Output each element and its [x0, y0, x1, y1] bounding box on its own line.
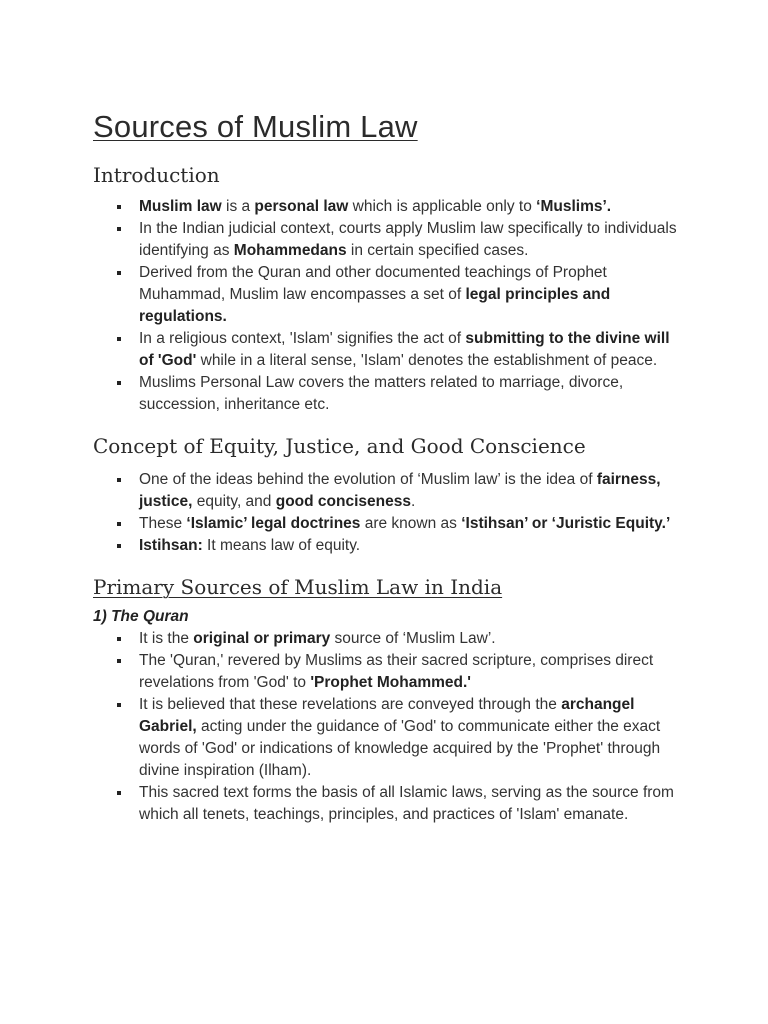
introduction-heading: Introduction: [93, 163, 220, 187]
list-item: It is believed that these revelations are conveyed through the archangel Gabriel, acting under the guidance of 'God' to communicate either the exact words of 'God' or indications of knowledge acquired by the 'Prophet' through divine inspiration (Ilham).: [93, 694, 683, 782]
list-item: Muslims Personal Law covers the matters related to marriage, divorce, succession, inheritance etc.: [93, 372, 683, 416]
list-item: Muslim law is a personal law which is applicable only to ‘Muslims’.: [93, 196, 683, 218]
list-item: One of the ideas behind the evolution of ‘Muslim law’ is the idea of fairness, justice, equity, and good conciseness.: [93, 469, 683, 513]
list-item: The 'Quran,' revered by Muslims as their sacred scripture, comprises direct revelations from 'God' to 'Prophet Mohammed.': [93, 650, 683, 694]
list-item: Istihsan: It means law of equity.: [93, 535, 683, 557]
list-item: In the Indian judicial context, courts apply Muslim law specifically to individuals identifying as Mohammedans in certain specified cases.: [93, 218, 683, 262]
list-item: Derived from the Quran and other documented teachings of Prophet Muhammad, Muslim law encompasses a set of legal principles and regulations.: [93, 262, 683, 328]
list-item: These ‘Islamic’ legal doctrines are known as ‘Istihsan’ or ‘Juristic Equity.’: [93, 513, 683, 535]
page-title: Sources of Muslim Law: [93, 109, 418, 144]
list-item: This sacred text forms the basis of all Islamic laws, serving as the source from which all tenets, teachings, principles, and practices of 'Islam' emanate.: [93, 782, 683, 826]
primary-sources-heading: Primary Sources of Muslim Law in India: [93, 575, 503, 599]
quran-subheading: 1) The Quran: [93, 608, 189, 625]
equity-list: [93, 469, 683, 557]
list-item: It is the original or primary source of ‘Muslim Law’.: [93, 628, 683, 650]
introduction-list: [93, 196, 683, 416]
quran-list: [93, 628, 683, 826]
document-page: [93, 108, 683, 826]
list-item: In a religious context, 'Islam' signifies the act of submitting to the divine will of 'God' while in a literal sense, 'Islam' denotes the establishment of peace.: [93, 328, 683, 372]
equity-heading: Concept of Equity, Justice, and Good Conscience: [93, 434, 586, 458]
